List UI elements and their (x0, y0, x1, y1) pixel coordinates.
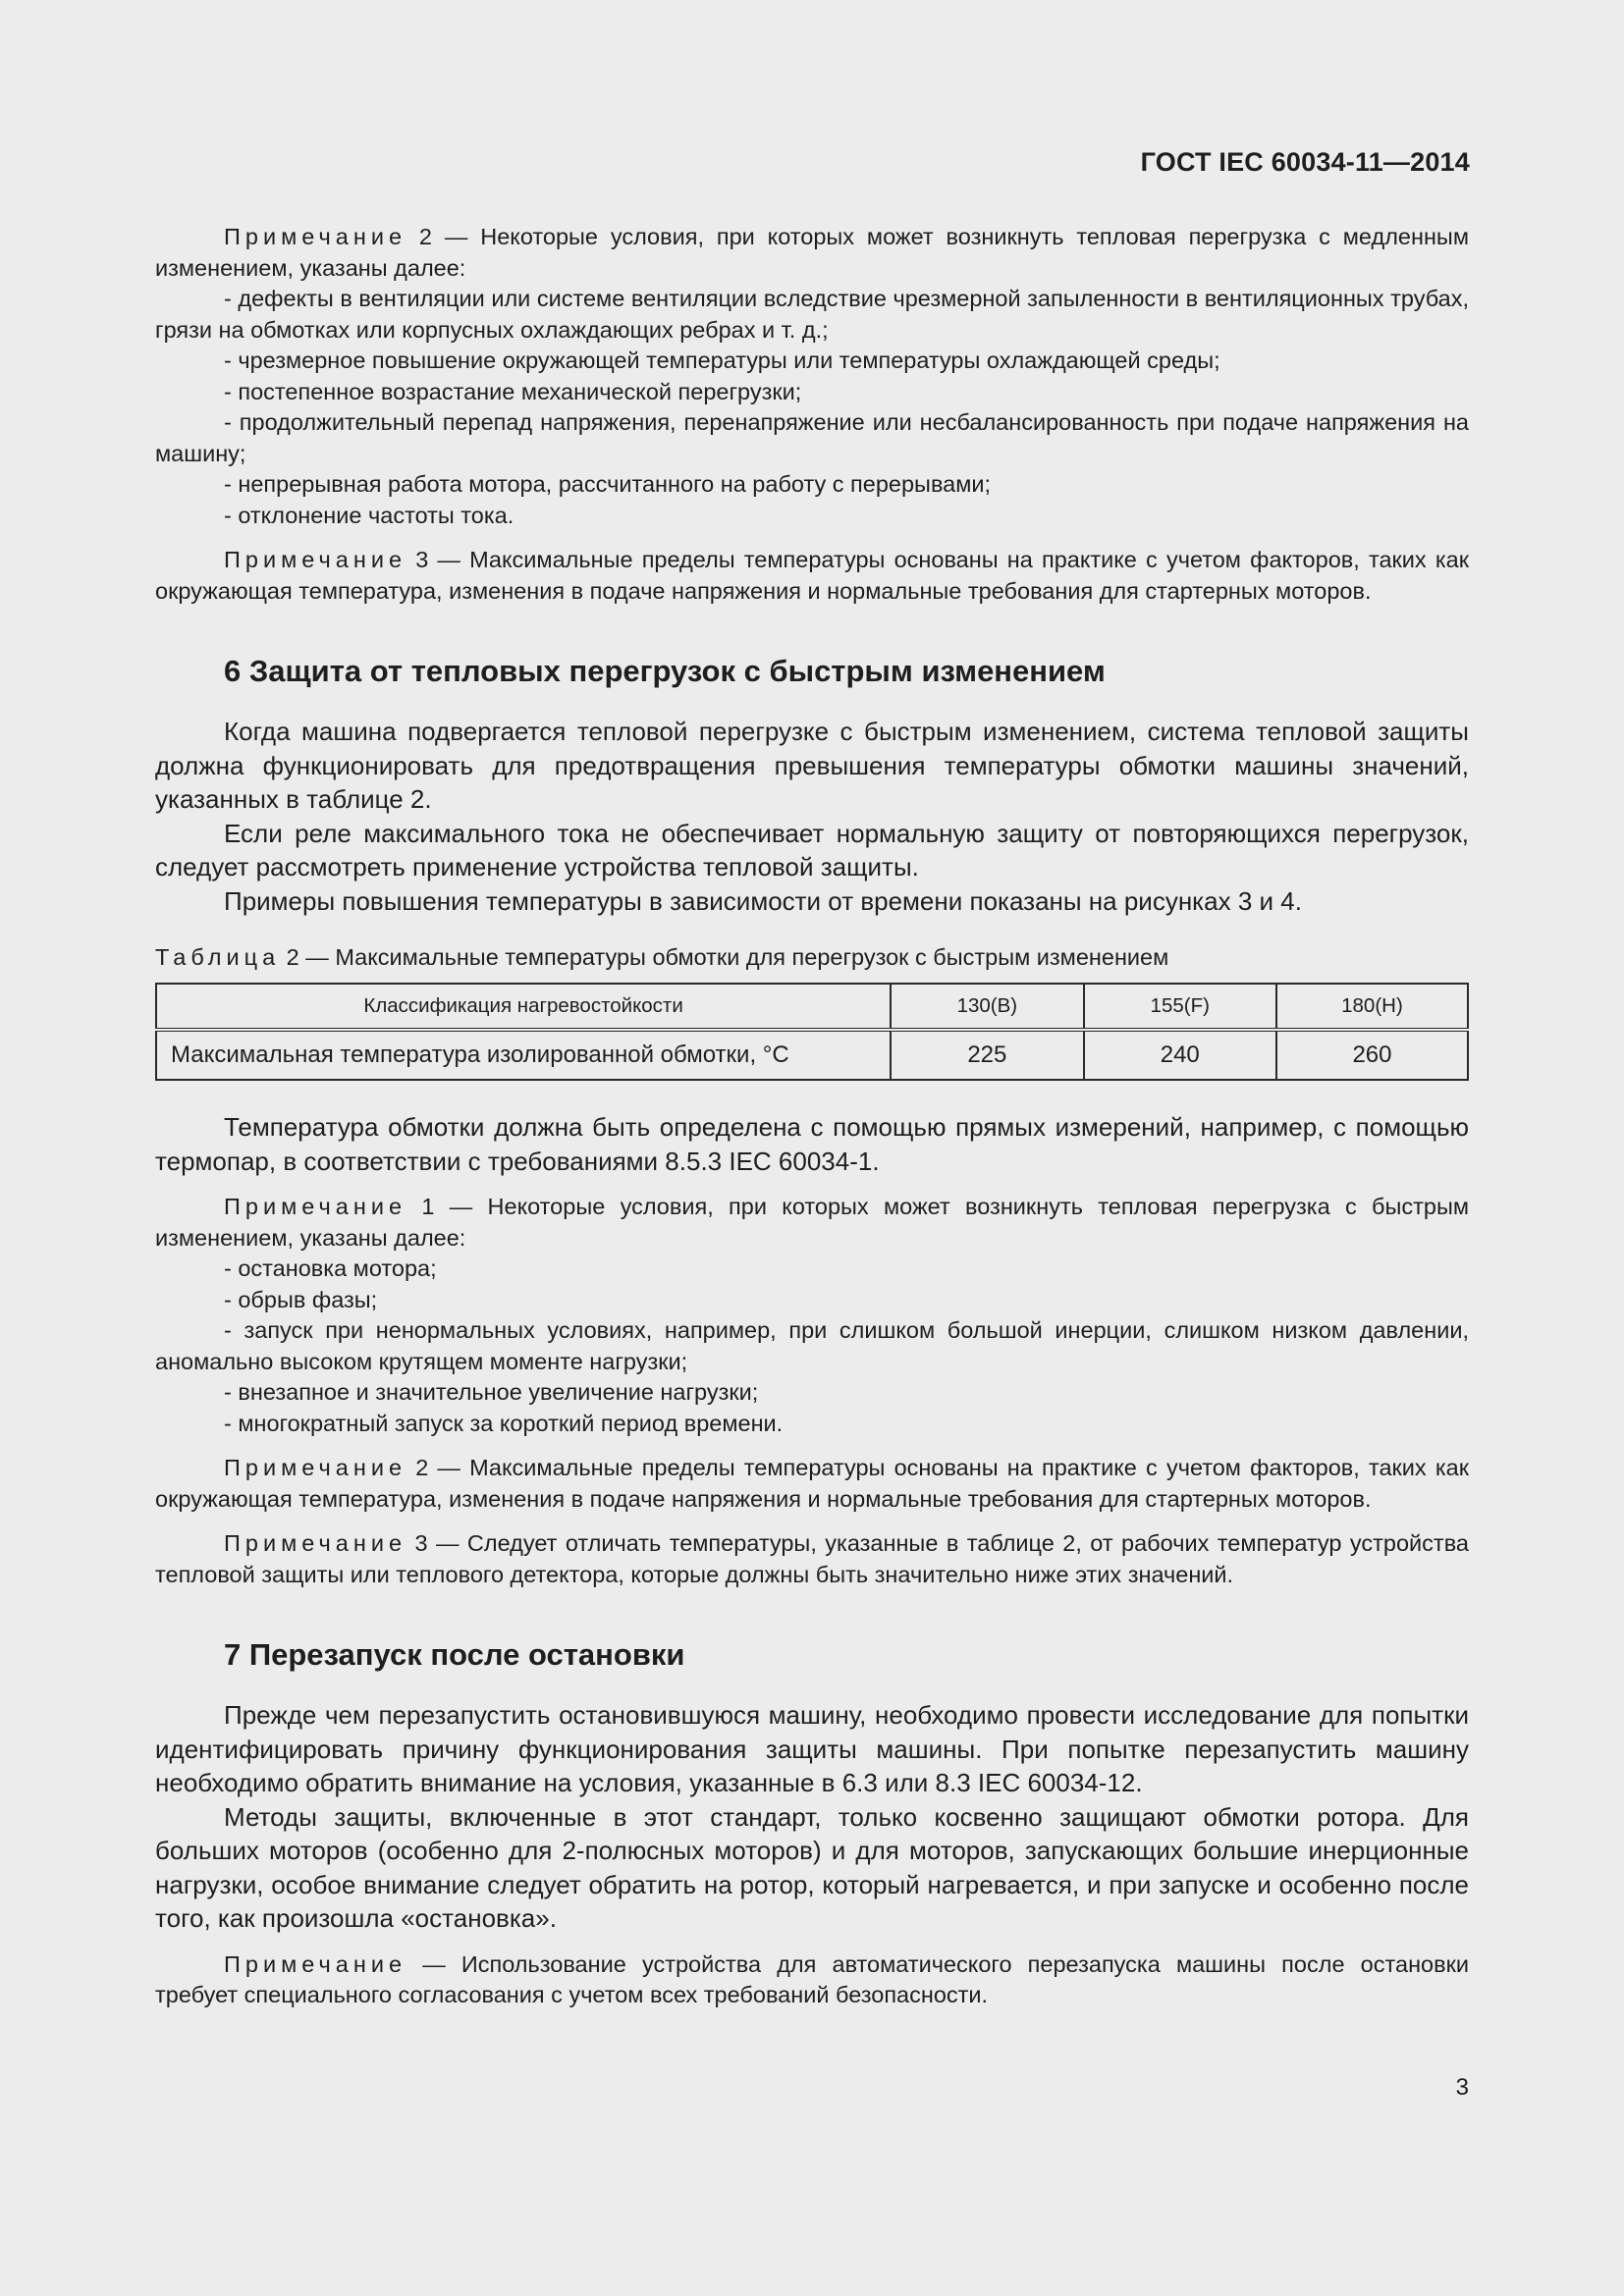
note-3-temperature-limits: Примечание 3 — Максимальные пределы температуры основаны на практике с учетом факторов, таких как окружающая температура, изменения в подаче напряжения и нормальные требования для стартерных моторов. (155, 547, 1469, 604)
table-row (156, 1030, 1468, 1080)
row-label: Максимальная температура изолированной обмотки, °C (156, 1030, 891, 1080)
list-item: - остановка мотора; (224, 1255, 437, 1281)
after-table-text (155, 1110, 1469, 1178)
paragraph: Когда машина подвергается тепловой перегрузке с быстрым изменением, система тепловой защиты должна функционировать для предотвращения превышения температуры обмотки машины значений, указанных в таблице 2. (155, 717, 1469, 814)
table-header-row (156, 984, 1468, 1030)
table-cell: 260 (1276, 1030, 1468, 1080)
note-2-slow-overload (155, 222, 1469, 531)
section-6-title: 6 Защита от тепловых перегрузок с быстрым изменением (224, 654, 1106, 688)
list-item: - внезапное и значительное увеличение нагрузки; (224, 1379, 759, 1405)
column-header: Классификация нагревостойкости (156, 984, 891, 1030)
table-caption: Таблица 2 — Максимальные температуры обмотки для перегрузок с быстрым изменением (155, 944, 1169, 970)
list-item: - непрерывная работа мотора, рассчитанного на работу с перерывами; (224, 471, 992, 497)
paragraph: Примеры повышения температуры в зависимости от времени показаны на рисунках 3 и 4. (224, 885, 1302, 916)
list-item: - постепенное возрастание механической перегрузки; (224, 378, 802, 404)
list-item: - обрыв фазы; (224, 1286, 378, 1312)
note-intro: Примечание 2 — Некоторые условия, при которых может возникнуть тепловая перегрузка с медленным изменением, указаны далее: (155, 224, 1469, 281)
note-1-fast-overload: Примечание 1 — Некоторые условия, при которых может возникнуть тепловая перегрузка с быстрым изменением, указаны далее: - остановка мотора; - обрыв фазы; - запуск при ненормальных условиях, например, при слишком большой инерции, слишком низком давлении, аномально высоком крутящем моменте нагрузки; - внезапное и значительное увеличение нагрузки; - многократный запуск за короткий период времени. (155, 1192, 1469, 1439)
winding-temperature-table (155, 983, 1469, 1081)
page-content (155, 222, 1469, 2025)
paragraph: Температура обмотки должна быть определена с помощью прямых измерений, например, с помощью термопар, в соответствии с требованиями 8.5.3 IEC 60034-1. (155, 1112, 1469, 1176)
table-cell: 240 (1084, 1030, 1276, 1080)
paragraph: Методы защиты, включенные в этот стандарт, только косвенно защищают обмотки ротора. Для больших моторов (особенно для 2-полюсных моторов) и для моторов, запускающих большие инерционные нагрузки, особое внимание следует обратить на ротор, который нагревается, и при запуске и особенно после того, как произошла «остановка». (155, 1801, 1469, 1933)
list-item: - отклонение частоты тока. (224, 502, 514, 528)
paragraph: Прежде чем перезапустить остановившуюся машину, необходимо провести исследование для попытки идентифицировать причину функционирования защиты машины. При попытке перезапустить машину необходимо обратить внимание на условия, указанные в 6.3 или 8.3 IEC 60034-12. (155, 1700, 1469, 1797)
section-7-body (155, 1698, 1469, 1936)
section-6-body (155, 715, 1469, 918)
note-auto-restart: Примечание — Использование устройства для автоматического перезапуска машины после остановки требует специального согласования с учетом всех требований безопасности. (155, 1950, 1470, 2007)
note-2-temperature-limits: Примечание 2 — Максимальные пределы температуры основаны на практике с учетом факторов, таких как окружающая температура, изменения в подаче напряжения и нормальные требования для стартерных моторов. (155, 1455, 1469, 1512)
list-item: - продолжительный перепад напряжения, перенапряжение или несбалансированность при подаче напряжения на машину; (155, 409, 1469, 466)
list-item: - многократный запуск за короткий период времени. (224, 1410, 784, 1436)
column-header: 155(F) (1084, 984, 1276, 1030)
table-cell: 225 (891, 1030, 1083, 1080)
note-3-device-temperatures: Примечание 3 — Следует отличать температуры, указанные в таблице 2, от рабочих температур устройства тепловой защиты или теплового детектора, которые должны быть значительно ниже этих значений. (155, 1530, 1469, 1587)
column-header: 180(H) (1276, 984, 1468, 1030)
document-header: ГОСТ IEC 60034-11—2014 (1140, 147, 1470, 177)
list-item: - запуск при ненормальных условиях, например, при слишком большой инерции, слишком низком давлении, аномально высоком крутящем моменте нагрузки; (155, 1317, 1469, 1374)
page-number: 3 (1455, 2074, 1469, 2101)
section-7-title: 7 Перезапуск после остановки (224, 1637, 685, 1672)
list-item: - чрезмерное повышение окружающей температуры или температуры охлаждающей среды; (224, 347, 1220, 373)
list-item: - дефекты в вентиляции или системе вентиляции вследствие чрезмерной запыленности в вентиляционных трубах, грязи на обмотках или корпусных охлаждающих ребрах и т. д.; (155, 286, 1469, 343)
column-header: 130(B) (891, 984, 1083, 1030)
paragraph: Если реле максимального тока не обеспечивает нормальную защиту от повторяющихся перегрузок, следует рассмотреть применение устройства тепловой защиты. (155, 818, 1469, 881)
